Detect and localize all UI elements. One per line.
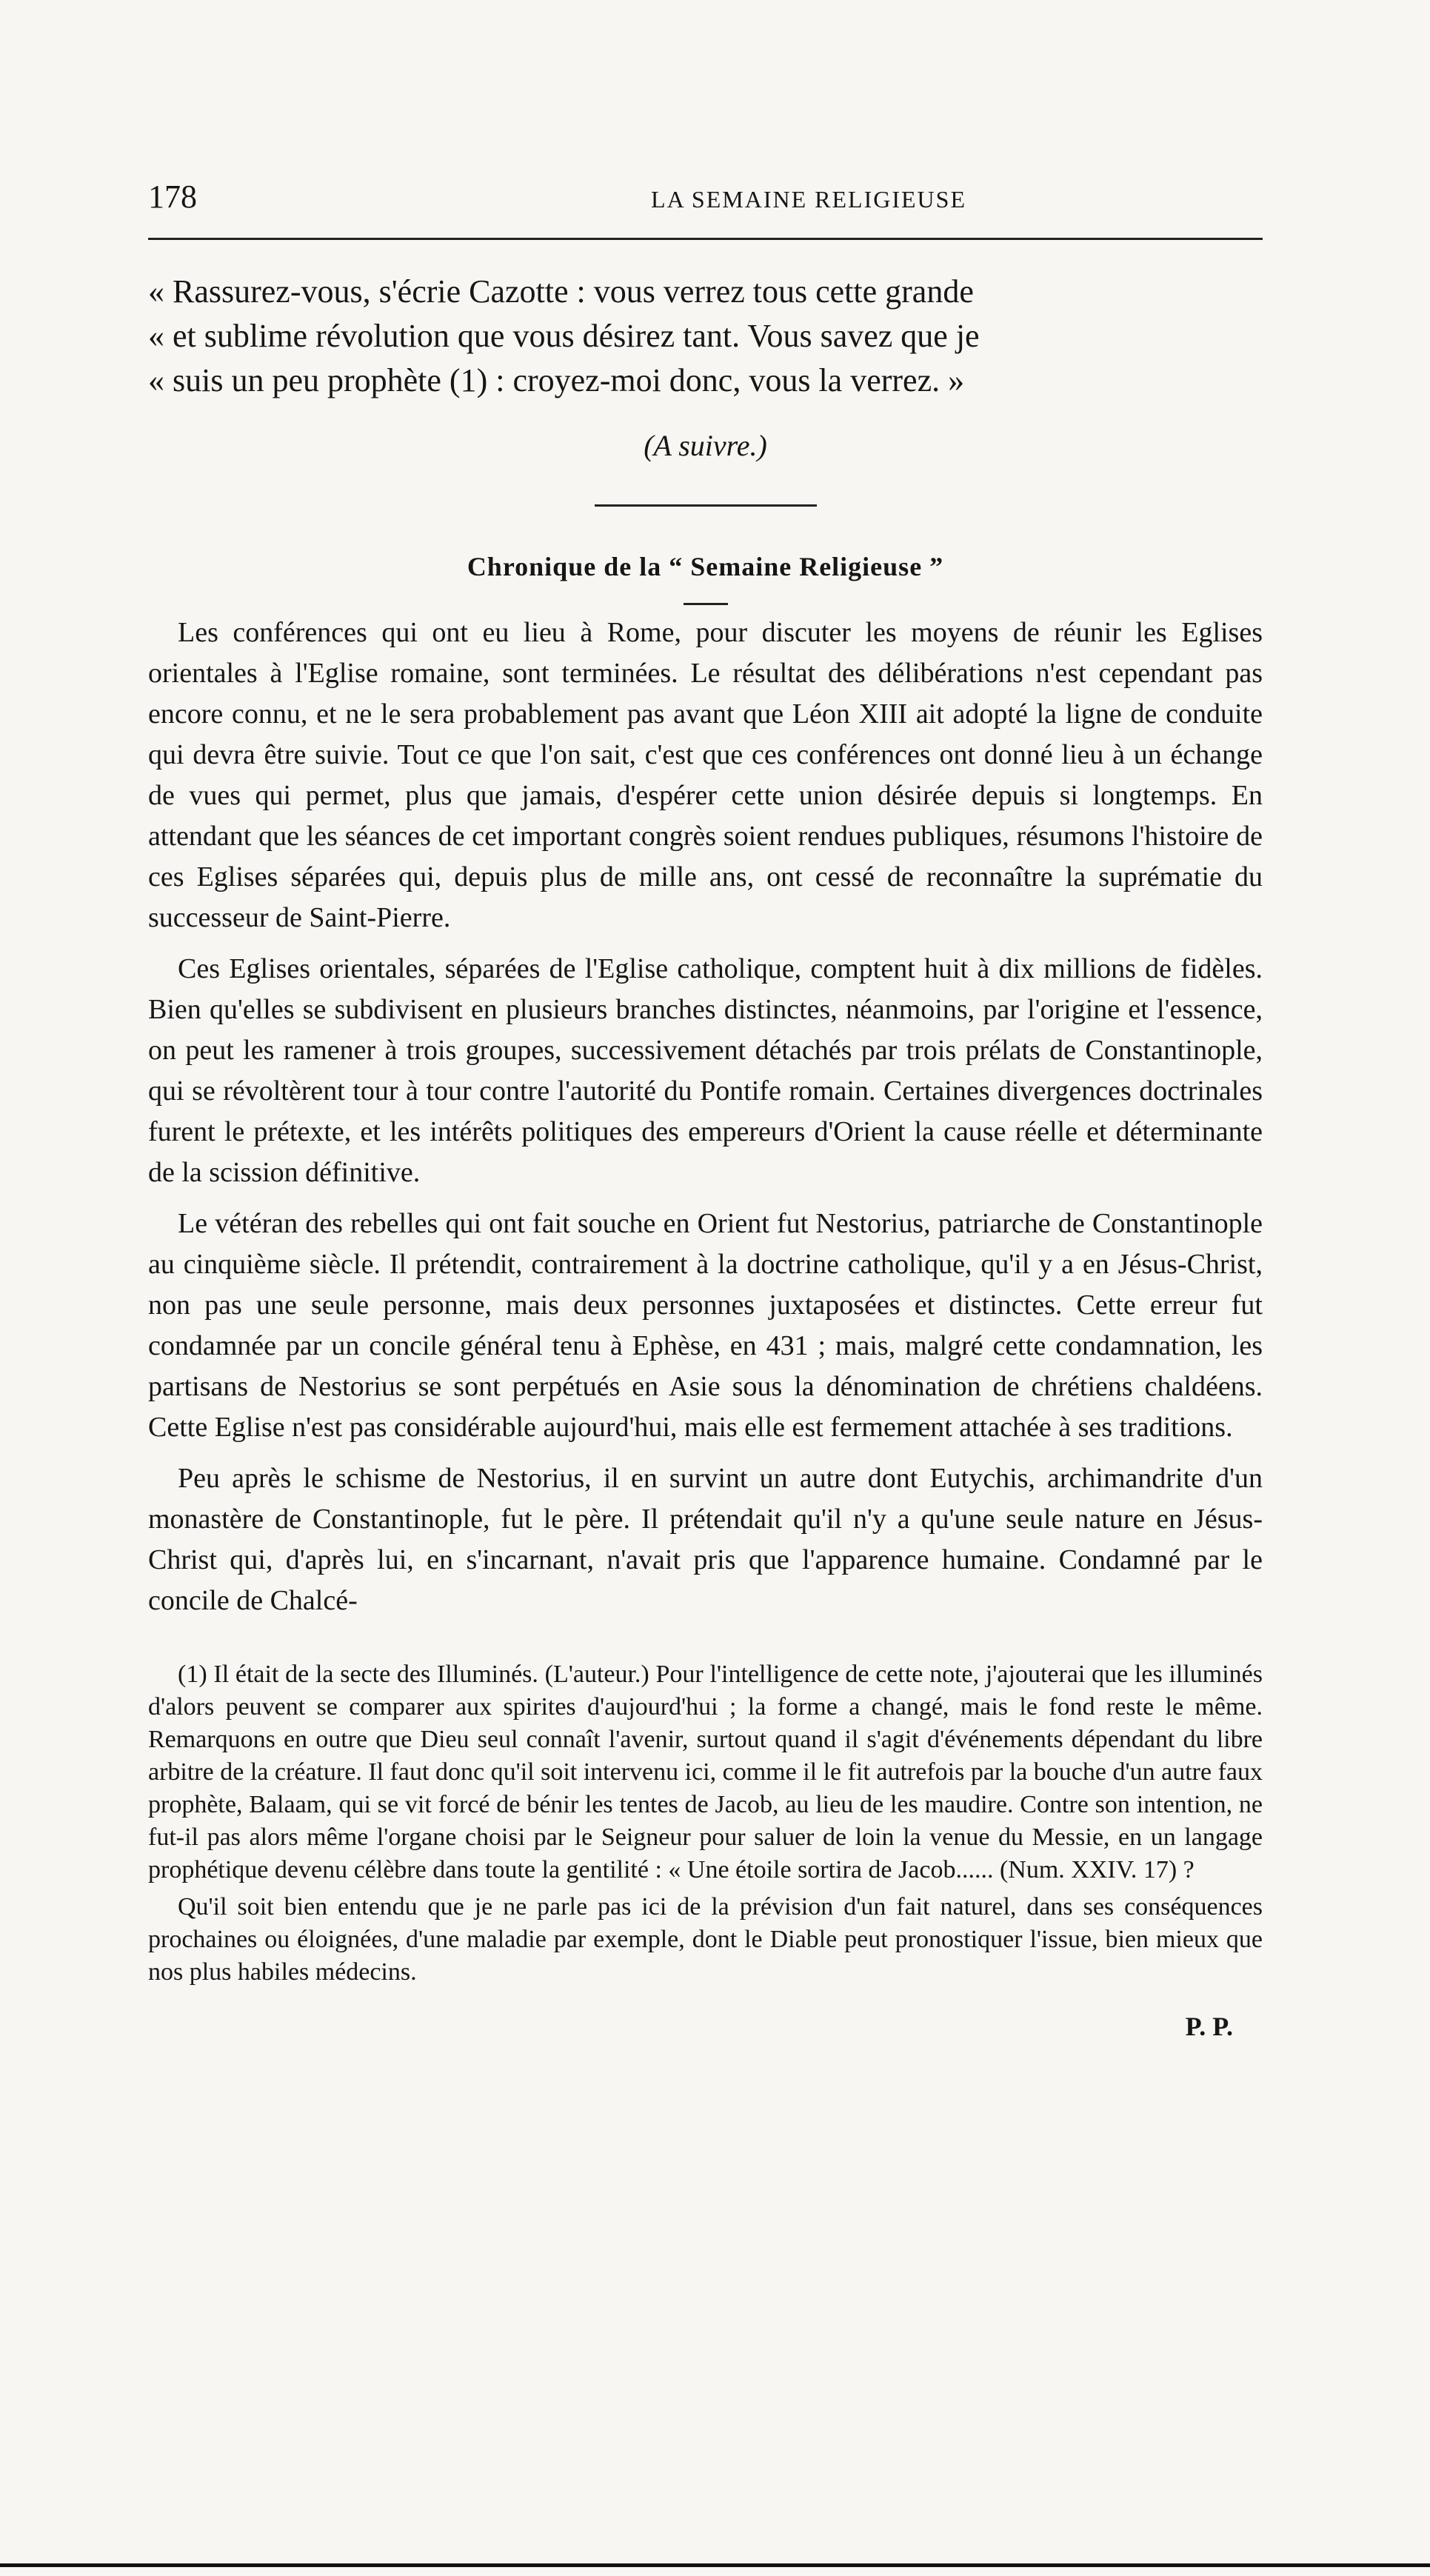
quote-line: « Rassurez-vous, s'écrie Cazotte : vous verrez tous cette grande bbox=[148, 273, 974, 310]
paragraph: Ces Eglises orientales, séparées de l'Eglise catholique, comptent huit à dix millions de fidèles. Bien qu'elles se subdivisent en plusieurs branches distinctes, néanmoins, par l'origine et l'essence, on peut les ramener à trois groupes, successivement détachés par trois prélats de Constantinople, qui se révoltèrent tour à tour contre l'autorité du Pontife romain. Certaines divergences doctrinales furent le prétexte, et les intérêts politiques des empereurs d'Orient la cause réelle et déterminante de la scission définitive. bbox=[148, 953, 1263, 1188]
footnote: Qu'il soit bien entendu que je ne parle pas ici de la prévision d'un fait naturel, dans ses conséquences prochaines ou éloignées, d'une maladie par exemple, dont le Diable peut pronostiquer l'issue, bien mieux que nos plus habiles médecins. bbox=[148, 1893, 1263, 1986]
page-header bbox=[148, 178, 1263, 240]
signature: P. P. bbox=[1185, 2012, 1233, 2041]
title-dash bbox=[684, 603, 728, 605]
running-title: LA SEMAINE RELIGIEUSE bbox=[651, 186, 966, 213]
article-body bbox=[148, 613, 1263, 1621]
page-number: 178 bbox=[148, 178, 197, 215]
quote-line: « suis un peu prophète (1) : croyez-moi donc, vous la verrez. » bbox=[148, 362, 965, 398]
footnote: (1) Il était de la secte des Illuminés. (L'auteur.) Pour l'intelligence de cette note, j'ajouterai que les illuminés d'alors peuvent se comparer aux spirites d'aujourd'hui ; la forme a changé, mais le fond reste le même. Remarquons en outre que Dieu seul connaît l'avenir, surtout quand il s'agit d'événements dépendant du libre arbitre de la créature. Il faut donc qu'il soit intervenu ici, comme il le fit autrefois par la bouche d'un autre faux prophète, Balaam, qui se vit forcé de bénir les tentes de Jacob, au lieu de les maudire. Contre son intention, ne fut-il pas alors même l'organe choisi par le Seigneur pour saluer de loin la venue du Messie, en un langage prophétique devenu célèbre dans toute la gentilité : « Une étoile sortira de Jacob...... (Num. XXIV. 17) ? bbox=[148, 1661, 1263, 1883]
paragraph: Les conférences qui ont eu lieu à Rome, pour discuter les moyens de réunir les Eglises orientales à l'Eglise romaine, sont terminées. Le résultat des délibérations n'est cependant pas encore connu, et ne le sera probablement pas avant que Léon XIII ait adopté la ligne de conduite qui devra être suivie. Tout ce que l'on sait, c'est que ces conférences ont donné lieu à un échange de vues qui permet, plus que jamais, d'espérer cette union désirée depuis si longtemps. En attendant que les séances de cet important congrès soient rendues publiques, résumons l'histoire de ces Eglises séparées qui, depuis plus de mille ans, ont cessé de reconnaître la suprématie du successeur de Saint-Pierre. bbox=[148, 617, 1263, 933]
quote-line: « et sublime révolution que vous désirez tant. Vous savez que je bbox=[148, 318, 980, 354]
continuation-note: (A suivre.) bbox=[644, 429, 767, 462]
section-divider bbox=[595, 504, 817, 507]
quote-block bbox=[148, 270, 1263, 403]
section-title: Chronique de la “ Semaine Religieuse ” bbox=[467, 552, 944, 581]
bottom-border bbox=[0, 2563, 1430, 2567]
paragraph: Le vétéran des rebelles qui ont fait souche en Orient fut Nestorius, patriarche de Constantinople au cinquième siècle. Il prétendit, contrairement à la doctrine catholique, qu'il y a en Jésus-Christ, non pas une seule personne, mais deux personnes juxtaposées et distinctes. Cette erreur fut condamnée par un concile général tenu à Ephèse, en 431 ; mais, malgré cette condamnation, les partisans de Nestorius se sont perpétués en Asie sous la dénomination de chrétiens chaldéens. Cette Eglise n'est pas considérable aujourd'hui, mais elle est fermement attachée à ses traditions. bbox=[148, 1208, 1263, 1443]
paragraph: Peu après le schisme de Nestorius, il en survint un autre dont Eutychis, archimandrite d'un monastère de Constantinople, fut le père. Il prétendait qu'il n'y a qu'une seule nature en Jésus-Christ qui, d'après lui, en s'incarnant, n'avait pris que l'apparence humaine. Condamné par le concile de Chalcé- bbox=[148, 1463, 1263, 1616]
footnotes bbox=[148, 1658, 1263, 1989]
page bbox=[148, 178, 1263, 2042]
